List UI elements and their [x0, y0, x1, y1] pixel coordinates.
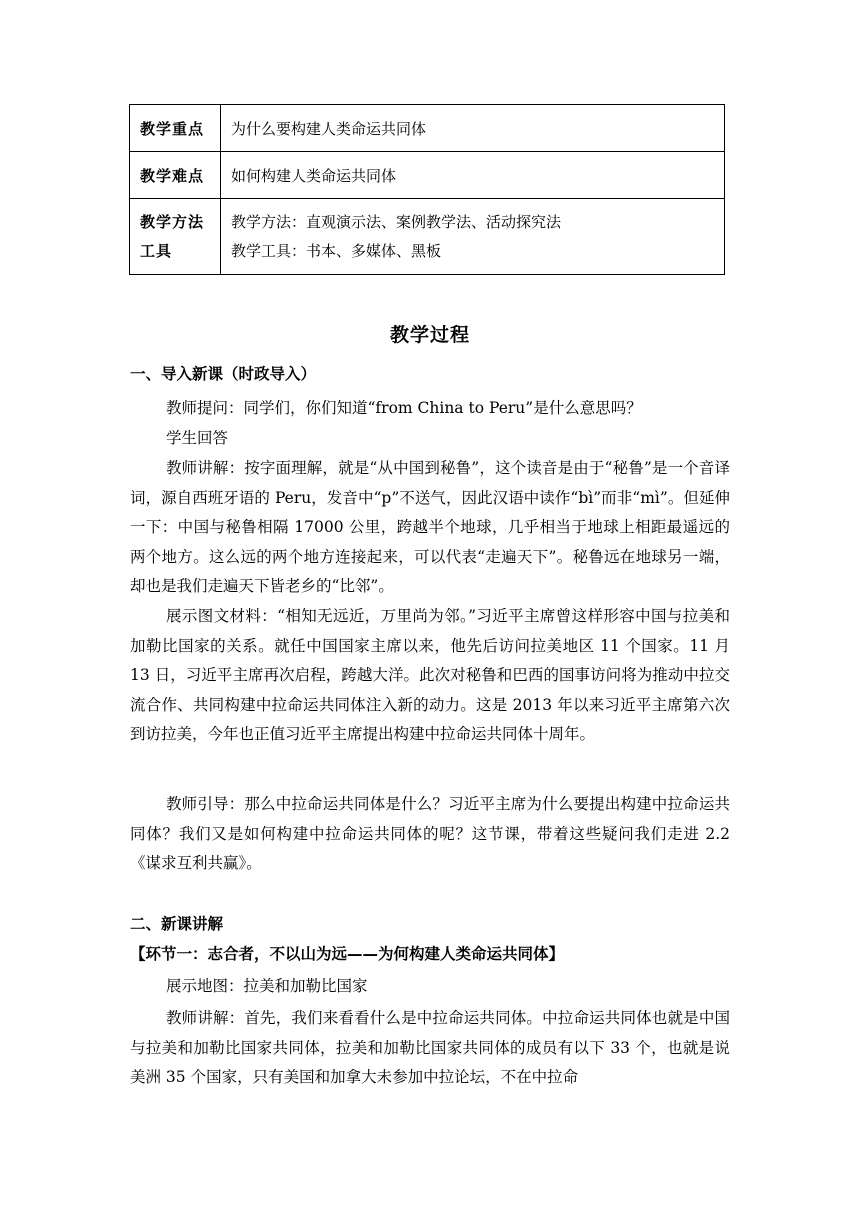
- part2-heading: 二、新课讲解: [130, 915, 224, 933]
- table-row: [130, 105, 725, 152]
- difficulty-value: 如何构建人类命运共同体: [221, 152, 725, 199]
- method-value: [221, 199, 725, 275]
- method-label-line1: 教学方法: [140, 212, 205, 231]
- method-label-line2: 工具: [140, 241, 173, 260]
- lesson-info-table: [129, 104, 725, 275]
- key-point-value: 为什么要构建人类命运共同体: [221, 105, 725, 152]
- difficulty-label: 教学难点: [130, 152, 221, 199]
- teacher-guide: 教师引导：那么中拉命运共同体是什么？习近平主席为什么要提出构建中拉命运共同体？我们又是如何构建中拉命运共同体的呢？这节课，带着这些疑问我们走进 2.2《谋求互利共赢》。: [130, 795, 730, 873]
- table-row: [130, 152, 725, 199]
- part2-explanation: 教师讲解：首先，我们来看看什么是中拉命运共同体。中拉命运共同体也就是中国与拉美和加勒比国家共同体，拉美和加勒比国家共同体的成员有以下 33 个，也就是说美洲 35 个国家，只有美国和加拿大未参加中拉论坛，不在中拉命: [130, 1009, 730, 1087]
- part1-heading: 一、导入新课（时政导入）: [130, 365, 317, 383]
- section-title: 教学过程: [389, 324, 470, 346]
- segment-title: 【环节一：志合者，不以山为远——为何构建人类命运共同体】: [130, 945, 565, 963]
- method-value-line2: 教学工具：书本、多媒体、黑板: [231, 241, 442, 260]
- method-label: [130, 199, 221, 275]
- material-paragraph: 展示图文材料：“相知无远近，万里尚为邻。”习近平主席曾这样形容中国与拉美和加勒比国家的关系。就任中国国家主席以来，他先后访问拉美地区 11 个国家。11 月 13 日，习近平主席再次启程，跨越大洋。此次对秘鲁和巴西的国事访问将为推动中拉交流合作、共同构建中拉命运共同体注入新的动力。这是 2013 年以来习近平主席第六次到访拉美，今年也正值习近平主席提出构建中拉命运共同体十周年。: [130, 607, 730, 744]
- table-row: [130, 199, 725, 275]
- teacher-question: 教师提问：同学们，你们知道“from China to Peru”是什么意思吗？: [166, 399, 642, 417]
- teacher-explanation: 教师讲解：按字面理解，就是“从中国到秘鲁”，这个读音是由于“秘鲁”是一个音译词，源自西班牙语的 Peru，发音中“p”不送气，因此汉语中读作“bì”而非“mì”。但延伸一下：中国与秘鲁相隔 17000 公里，跨越半个地球，几乎相当于地球上相距最遥远的两个地方。这么远的两个地方连接起来，可以代表“走遍天下”。秘鲁远在地球另一端，却也是我们走遍天下皆老乡的“比邻”。: [130, 459, 730, 596]
- map-line: 展示地图：拉美和加勒比国家: [166, 977, 368, 995]
- key-point-label: 教学重点: [130, 105, 221, 152]
- method-value-line1: 教学方法：直观演示法、案例教学法、活动探究法: [231, 212, 562, 231]
- student-answer: 学生回答: [166, 429, 229, 447]
